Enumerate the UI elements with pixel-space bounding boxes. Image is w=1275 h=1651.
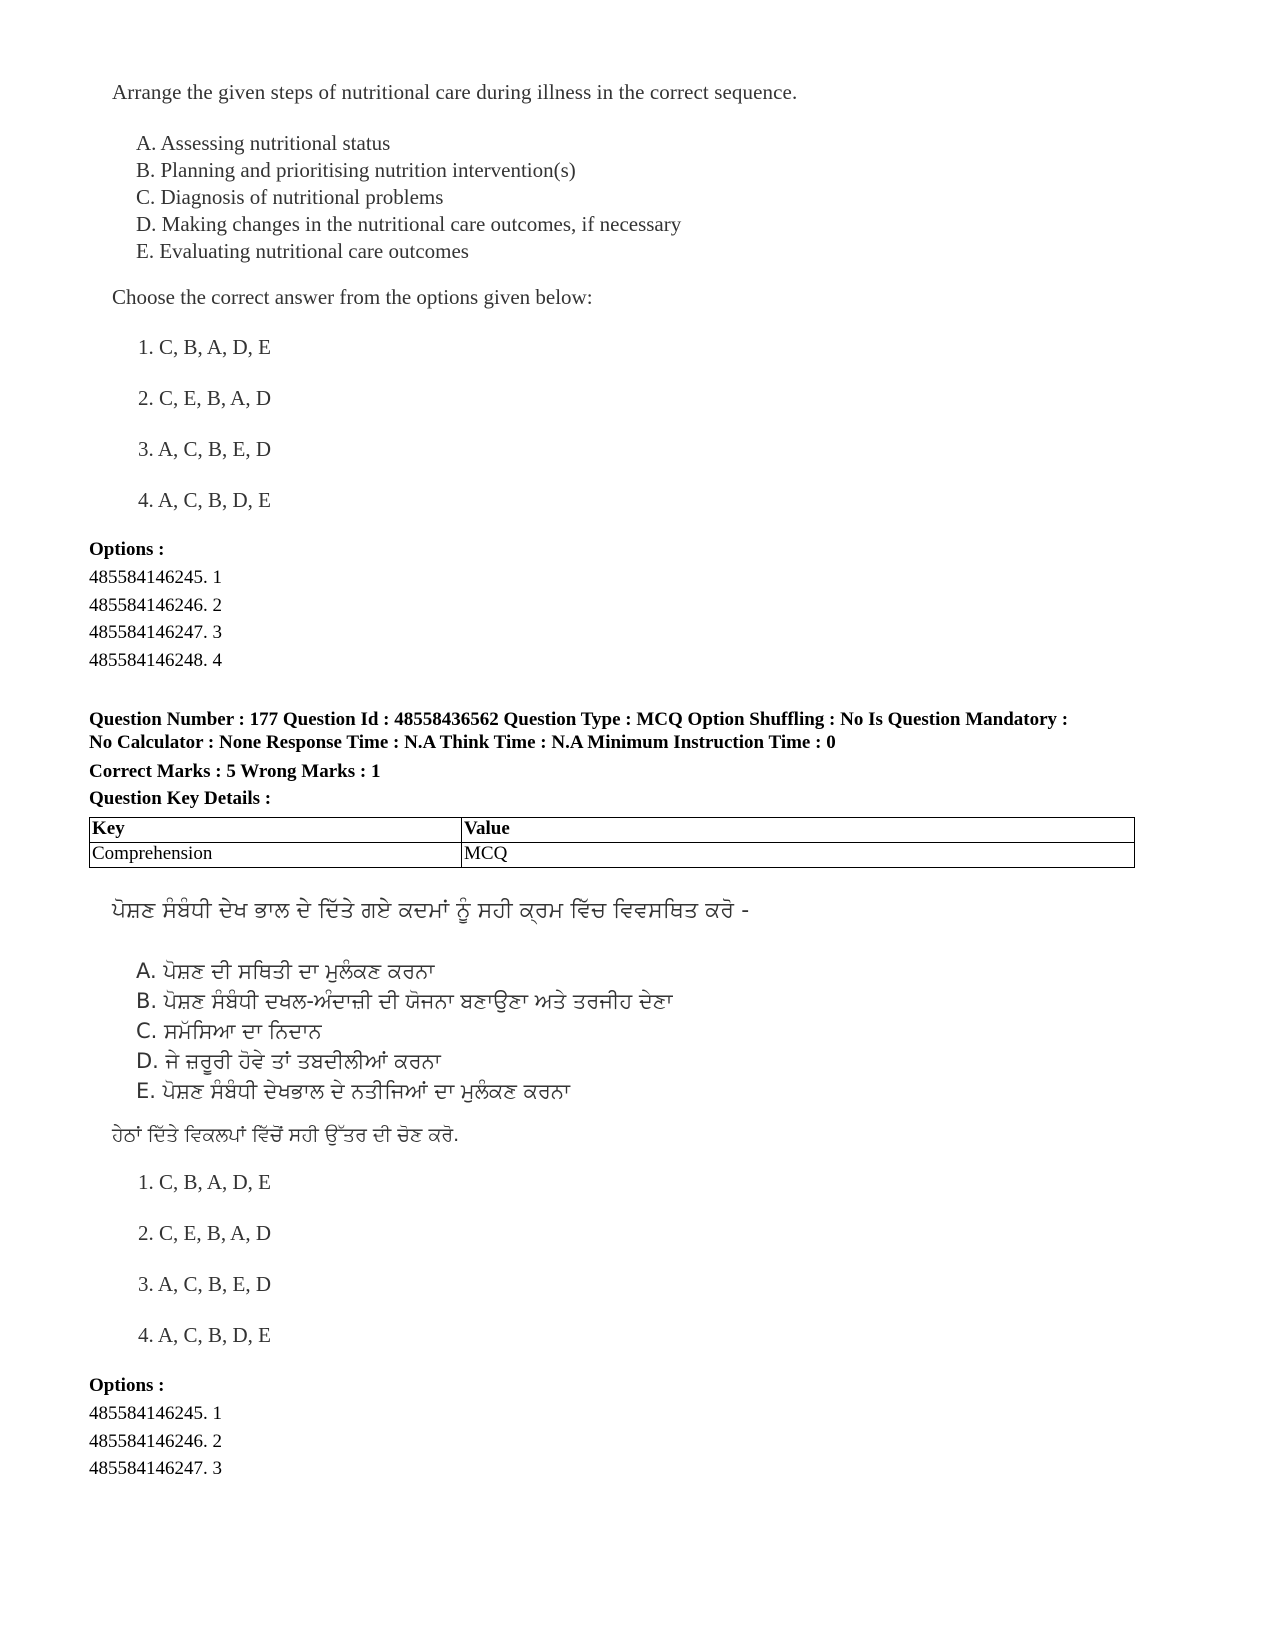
answer-choice-1: 1. C, B, A, D, E (138, 335, 272, 359)
choose-instruction: Choose the correct answer from the options given below: (112, 285, 593, 309)
choose-instruction: ਹੇਠਾਂ ਦਿੱਤੇ ਵਿਕਲਪਾਂ ਵਿੱਚੋਂ ਸਹੀ ਉੱਤਰ ਦੀ ਚੋਣ ਕਰੋ. (112, 1124, 460, 1146)
option-item: 485584146245. 1 (89, 1403, 222, 1424)
table-header-row (90, 818, 1135, 843)
statement-d: D. Making changes in the nutritional care outcomes, if necessary (136, 212, 682, 236)
answer-choice-4: 4. A, C, B, D, E (138, 1323, 272, 1347)
option-item: 485584146245. 1 (89, 567, 222, 588)
key-details-heading: Question Key Details : (89, 788, 272, 809)
marks-line: Correct Marks : 5 Wrong Marks : 1 (89, 761, 381, 782)
option-item: 485584146247. 3 (89, 1458, 222, 1479)
answer-choice-3: 3. A, C, B, E, D (138, 1272, 272, 1296)
question-meta-line: No Calculator : None Response Time : N.A Think Time : N.A Minimum Instruction Time : 0 (89, 732, 836, 753)
options-heading: Options : (89, 1375, 165, 1396)
question-image-english (112, 80, 872, 540)
statement-c: C. ਸਮੱਸਿਆ ਦਾ ਨਿਦਾਨ (136, 1019, 322, 1043)
statement-e: E. Evaluating nutritional care outcomes (136, 239, 469, 263)
option-item: 485584146248. 4 (89, 649, 222, 671)
table-row (90, 843, 1135, 868)
statement-list (112, 956, 673, 1106)
statement-b: B. Planning and prioritising nutrition intervention(s) (136, 158, 576, 182)
answer-choice-2: 2. C, E, B, A, D (138, 386, 272, 410)
table-header-cell: Key (90, 818, 462, 843)
table-header-cell: Value (462, 818, 1135, 843)
option-item: 485584146246. 2 (89, 594, 222, 616)
statement-a: A. ਪੋਸ਼ਣ ਦੀ ਸਥਿਤੀ ਦਾ ਮੁਲੰਕਣ ਕਰਨਾ (136, 959, 435, 983)
question-meta-line: Question Number : 177 Question Id : 48558436562 Question Type : MCQ Option Shuffling : No Is Question Mandatory : (89, 709, 1069, 730)
table-cell: Comprehension (90, 843, 462, 868)
question-stem: ਪੋਸ਼ਣ ਸੰਬੰਧੀ ਦੇਖ ਭਾਲ ਦੇ ਦਿੱਤੇ ਗਏ ਕਦਮਾਂ ਨੂੰ ਸਹੀ ਕ੍ਰਮ ਵਿੱਚ ਵਿਵਸਥਿਤ ਕਰੋ - (112, 898, 750, 923)
question-metadata (89, 708, 1139, 812)
table-cell: MCQ (462, 843, 1135, 868)
options-heading: Options : (89, 539, 165, 560)
statement-e: E. ਪੋਸ਼ਣ ਸੰਬੰਧੀ ਦੇਖਭਾਲ ਦੇ ਨਤੀਜਿਆਂ ਦਾ ਮੁਲੰਕਣ ਕਰਨਾ (136, 1079, 571, 1103)
statement-c: C. Diagnosis of nutritional problems (136, 185, 444, 209)
answer-choice-4: 4. A, C, B, D, E (138, 488, 272, 512)
statement-b: B. ਪੋਸ਼ਣ ਸੰਬੰਧੀ ਦਖਲ-ਅੰਦਾਜ਼ੀ ਦੀ ਯੋਜਨਾ ਬਣਾਉਣਾ ਅਤੇ ਤਰਜੀਹ ਦੇਣਾ (136, 989, 673, 1013)
statement-d: D. ਜੇ ਜ਼ਰੂਰੀ ਹੋਵੇ ਤਾਂ ਤਬਦੀਲੀਆਂ ਕਰਨਾ (136, 1049, 441, 1073)
key-details-table (89, 817, 1135, 868)
statement-list (112, 130, 681, 265)
answer-choice-3: 3. A, C, B, E, D (138, 437, 272, 461)
question-stem: Arrange the given steps of nutritional care during illness in the correct sequence. (112, 80, 798, 104)
options-list (89, 1372, 222, 1483)
question-image-punjabi (112, 898, 872, 1368)
answer-choice-1: 1. C, B, A, D, E (138, 1170, 272, 1194)
option-item: 485584146246. 2 (89, 1430, 222, 1452)
option-item: 485584146247. 3 (89, 622, 222, 643)
options-list (89, 536, 222, 674)
statement-a: A. Assessing nutritional status (136, 131, 391, 155)
answer-choice-2: 2. C, E, B, A, D (138, 1221, 272, 1245)
